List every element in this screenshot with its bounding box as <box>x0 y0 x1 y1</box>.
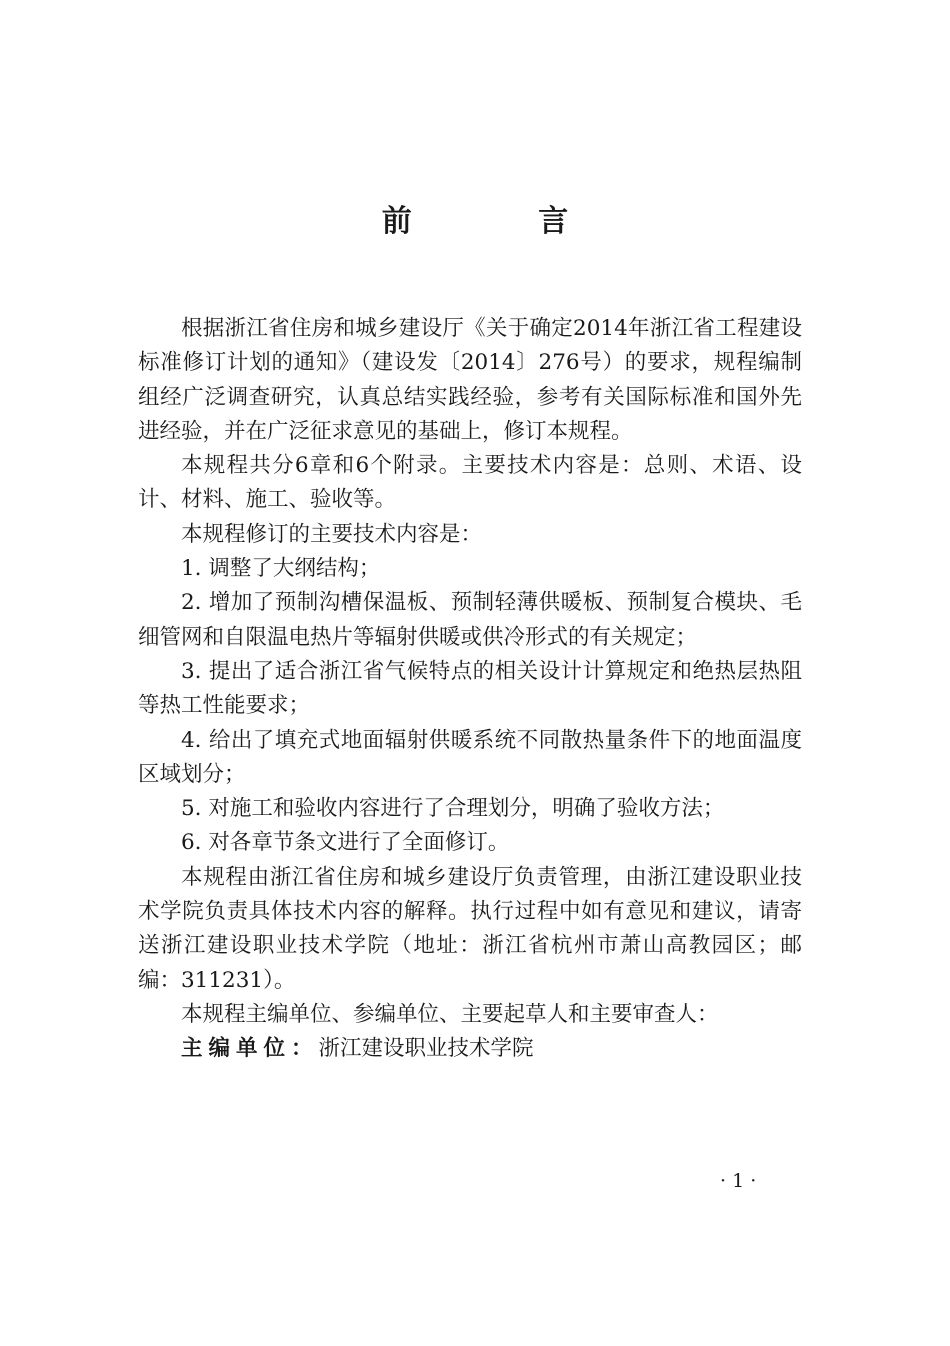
list-item-revision-6: 6. 对各章节条文进行了全面修订。 <box>181 830 510 856</box>
list-item-revision-5: 5. 对施工和验收内容进行了合理划分，明确了验收方法； <box>181 796 725 822</box>
page-number: · 1 · <box>720 1170 757 1192</box>
paragraph-units-intro: 本规程主编单位、参编单位、主要起草人和主要审查人： <box>181 1001 719 1027</box>
paragraph-management: 本规程由浙江省住房和城乡建设厅负责管理，由浙江建设职业技术学院负责具体技术内容的解释。执行过程中如有意见和建议，请寄送浙江建设职业技术学院（地址：浙江省杭州市萧山高教园区；邮编：311231）。 <box>138 864 802 993</box>
paragraph-revision-intro: 本规程修订的主要技术内容是： <box>181 521 483 547</box>
paragraph-structure: 本规程共分6章和6个附录。主要技术内容是：总则、术语、设计、材料、施工、验收等。 <box>138 453 802 513</box>
list-item-revision-3: 3. 提出了适合浙江省气候特点的相关设计计算规定和绝热层热阻等热工性能要求； <box>138 658 802 719</box>
chief-editor-line <box>138 1032 802 1066</box>
page-title: 前 言 <box>381 204 627 239</box>
list-item-revision-4: 4. 给出了填充式地面辐射供暖系统不同散热量条件下的地面温度区域划分； <box>138 727 802 787</box>
list-item-revision-2: 2. 增加了预制沟槽保温板、预制轻薄供暖板、预制复合模块、毛细管网和自限温电热片等辐射供暖或供冷形式的有关规定； <box>138 590 802 650</box>
list-item-revision-1: 1. 调整了大纲结构； <box>181 556 381 582</box>
chief-editor-label: 主编单位： <box>181 1036 319 1062</box>
paragraph-basis: 根据浙江省住房和城乡建设厅《关于确定2014年浙江省工程建设标准修订计划的通知》（建设发〔2014〕276号）的要求，规程编制组经广泛调查研究，认真总结实践经验，参考有关国际标准和国外先进经验，并在广泛征求意见的基础上，修订本规程。 <box>138 316 802 444</box>
chief-editor-value: 浙江建设职业技术学院 <box>318 1036 534 1062</box>
preface-body <box>138 312 802 1067</box>
